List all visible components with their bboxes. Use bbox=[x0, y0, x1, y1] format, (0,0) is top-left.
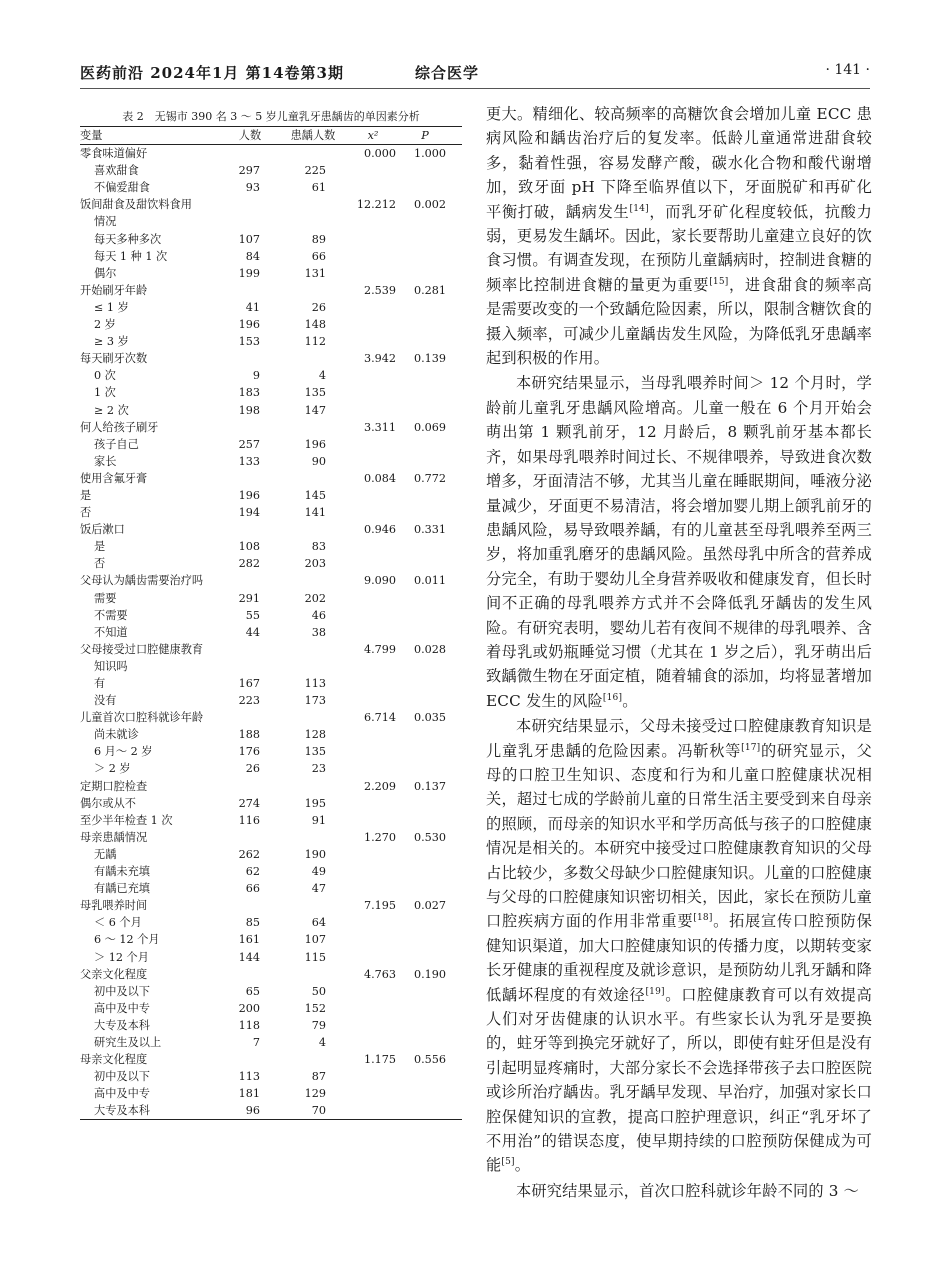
row-variable: 家长 bbox=[94, 454, 117, 468]
row-variable: 2 岁 bbox=[94, 318, 116, 332]
row-variable: 需要 bbox=[94, 591, 117, 605]
table-row bbox=[80, 778, 462, 795]
row-count: 262 bbox=[238, 847, 260, 861]
table-row bbox=[80, 504, 462, 521]
journal-info: 医药前沿 2024年1月 第14卷第3期 bbox=[80, 64, 344, 82]
row-p-value: 0.281 bbox=[413, 283, 446, 297]
row-variable: 母亲文化程度 bbox=[80, 1053, 148, 1067]
row-variable: 开始刷牙年龄 bbox=[80, 283, 148, 297]
row-caries-count: 148 bbox=[304, 318, 326, 332]
row-caries-count: 4 bbox=[318, 1035, 326, 1049]
row-chi-square: 1.270 bbox=[363, 830, 396, 844]
row-count: 297 bbox=[238, 164, 260, 178]
row-variable: 6 月～ 2 岁 bbox=[94, 745, 153, 759]
row-count: 167 bbox=[238, 677, 260, 690]
table-row bbox=[80, 162, 462, 179]
row-caries-count: 112 bbox=[304, 335, 326, 349]
table-row bbox=[80, 453, 462, 470]
row-variable: 饭间甜食及甜饮料食用 bbox=[80, 198, 192, 212]
row-count: 196 bbox=[238, 488, 260, 502]
header-divider bbox=[80, 88, 870, 89]
row-variable: 母乳喂养时间 bbox=[80, 899, 148, 913]
row-variable: 否 bbox=[94, 557, 106, 571]
row-caries-count: 66 bbox=[311, 249, 326, 263]
row-caries-count: 4 bbox=[318, 369, 326, 383]
row-caries-count: 173 bbox=[304, 694, 326, 708]
row-p-value: 1.000 bbox=[413, 147, 446, 161]
col-p-value: P bbox=[421, 129, 429, 142]
row-count: 116 bbox=[238, 813, 260, 827]
text-run: 本研究结果显示，首次口腔科就诊年龄不同的 3 ～ bbox=[516, 1181, 860, 1200]
table-row bbox=[80, 282, 462, 299]
row-caries-count: 79 bbox=[311, 1018, 326, 1032]
row-variable: 有龋已充填 bbox=[94, 882, 150, 896]
table-row bbox=[80, 436, 462, 453]
table-row bbox=[80, 145, 462, 162]
table-row bbox=[80, 1017, 462, 1034]
table-row bbox=[80, 572, 462, 589]
row-caries-count: 87 bbox=[311, 1070, 326, 1084]
row-variable: 何人给孩子刷牙 bbox=[80, 420, 159, 434]
table-row bbox=[80, 658, 462, 675]
table-row bbox=[80, 1085, 462, 1102]
col-variable: 变量 bbox=[80, 129, 103, 142]
table-row bbox=[80, 983, 462, 1000]
table-header-row bbox=[80, 127, 462, 144]
row-variable: ＜ 6 个月 bbox=[94, 916, 142, 930]
row-variable: 有 bbox=[94, 677, 106, 690]
row-variable: 偶尔或从不 bbox=[80, 796, 136, 810]
row-caries-count: 46 bbox=[311, 608, 326, 622]
row-caries-count: 70 bbox=[311, 1104, 326, 1118]
table-row bbox=[80, 590, 462, 607]
paragraph bbox=[486, 1179, 872, 1203]
row-variable: 父母认为龋齿需要治疗吗 bbox=[80, 574, 204, 588]
text-run: 。拓展宣传口腔预防保健知识渠道，加大口腔健康知识的传播力度，以期转变家长牙健康的重视程度及就诊意识，是预防幼儿乳牙龋和降低龋坏程度的有效途径 bbox=[486, 912, 873, 1004]
row-caries-count: 89 bbox=[311, 232, 326, 246]
row-caries-count: 64 bbox=[311, 916, 326, 930]
row-chi-square: 12.212 bbox=[356, 198, 396, 212]
row-chi-square: 2.539 bbox=[363, 283, 396, 297]
row-variable: 否 bbox=[80, 506, 92, 520]
col-count: 人数 bbox=[238, 129, 262, 142]
row-caries-count: 190 bbox=[304, 847, 326, 861]
row-variable: 每天 1 种 1 次 bbox=[94, 249, 168, 263]
row-count: 200 bbox=[238, 1001, 260, 1015]
row-variable: 不偏爱甜食 bbox=[94, 181, 150, 195]
row-count: 118 bbox=[238, 1018, 260, 1032]
row-count: 153 bbox=[238, 335, 260, 349]
table-row bbox=[80, 487, 462, 504]
text-run: 。口腔健康教育可以有效提高人们对牙齿健康的认识水平。有些家长认为乳牙是要换的，蛀牙等到换完牙就好了，所以，即使有蛀牙但是没有引起明显疼痛时，大部分家长不会选择带孩子去口腔医院或诊所治疗龋齿。乳牙龋早发现、早治疗，加强对家长口腔保健知识的宣教，提高口腔护理意识，纠正“乳牙坏了不用治”的错误态度，使早期持续的口腔预防保健成为可能 bbox=[486, 985, 873, 1175]
row-count: 188 bbox=[238, 728, 260, 742]
table-row bbox=[80, 726, 462, 743]
citation-ref: [14] bbox=[629, 203, 649, 214]
table-row bbox=[80, 692, 462, 709]
row-count: 65 bbox=[245, 984, 260, 998]
table-row bbox=[80, 966, 462, 983]
row-caries-count: 131 bbox=[304, 266, 326, 280]
row-p-value: 0.002 bbox=[413, 198, 446, 212]
row-count: 199 bbox=[238, 266, 260, 280]
row-variable: 初中及以下 bbox=[94, 984, 150, 998]
table-row bbox=[80, 419, 462, 436]
row-variable: 没有 bbox=[94, 694, 117, 708]
row-caries-count: 196 bbox=[304, 437, 326, 451]
row-count: 282 bbox=[238, 557, 260, 571]
row-caries-count: 115 bbox=[304, 950, 326, 964]
row-variable: 有龋未充填 bbox=[94, 865, 150, 879]
table-row bbox=[80, 760, 462, 777]
row-p-value: 0.530 bbox=[413, 830, 446, 844]
row-count: 223 bbox=[238, 694, 260, 708]
row-count: 55 bbox=[245, 608, 260, 622]
row-count: 181 bbox=[238, 1087, 260, 1101]
row-count: 183 bbox=[238, 386, 260, 400]
table-row bbox=[80, 897, 462, 914]
row-chi-square: 4.799 bbox=[363, 642, 396, 656]
row-variable: 至少半年检查 1 次 bbox=[80, 813, 173, 827]
table-row bbox=[80, 196, 462, 213]
table-row bbox=[80, 1051, 462, 1068]
row-count: 176 bbox=[238, 745, 260, 759]
row-caries-count: 203 bbox=[304, 557, 326, 571]
table-row bbox=[80, 949, 462, 966]
text-run: ，而乳牙矿化程度较低，抗酸力弱，更易发生龋坏。因此，家长要帮助儿童建立良好的饮食习惯。有调查发现，在预防儿童龋病时，控制进食糖的频率比控制进食糖的量更为重要 bbox=[486, 202, 872, 294]
row-caries-count: 107 bbox=[304, 933, 326, 947]
row-count: 113 bbox=[238, 1070, 260, 1084]
col-caries-count: 患龋人数 bbox=[290, 129, 336, 142]
row-p-value: 0.772 bbox=[413, 471, 446, 485]
row-count: 144 bbox=[238, 950, 260, 964]
row-variable: ≥ 2 次 bbox=[94, 403, 129, 417]
text-run: ，进食甜食的频率高是需要改变的一个致龋危险因素，所以，限制含糖饮食的摄入频率，可减少儿童龋齿发生风险，为降低乳牙患龋率起到积极的作用。 bbox=[486, 275, 872, 368]
row-caries-count: 49 bbox=[311, 865, 326, 879]
row-count: 96 bbox=[245, 1104, 260, 1118]
table-bottom-rule bbox=[80, 1119, 462, 1120]
row-variable: 知识吗 bbox=[94, 659, 128, 673]
row-p-value: 0.011 bbox=[413, 574, 446, 588]
row-chi-square: 9.090 bbox=[363, 574, 396, 588]
row-caries-count: 91 bbox=[311, 813, 326, 827]
row-caries-count: 135 bbox=[304, 386, 326, 400]
row-count: 198 bbox=[238, 403, 260, 417]
table-row bbox=[80, 265, 462, 282]
row-chi-square: 0.946 bbox=[363, 523, 396, 537]
row-caries-count: 128 bbox=[304, 728, 326, 742]
row-variable: 饭后漱口 bbox=[80, 523, 125, 537]
row-chi-square: 3.311 bbox=[363, 420, 396, 434]
table-row bbox=[80, 538, 462, 555]
table-row bbox=[80, 607, 462, 624]
section-title: 综合医学 bbox=[415, 64, 480, 82]
paragraph bbox=[486, 102, 872, 370]
row-count: 66 bbox=[245, 882, 260, 896]
table-row bbox=[80, 179, 462, 196]
row-count: 274 bbox=[238, 796, 260, 810]
row-count: 62 bbox=[245, 865, 260, 879]
table-row bbox=[80, 812, 462, 829]
table-row bbox=[80, 384, 462, 401]
row-caries-count: 83 bbox=[311, 540, 326, 554]
table-row bbox=[80, 931, 462, 948]
citation-ref: [18] bbox=[693, 913, 713, 924]
row-caries-count: 225 bbox=[304, 164, 326, 178]
row-caries-count: 61 bbox=[311, 181, 326, 195]
row-p-value: 0.331 bbox=[413, 523, 446, 537]
table-caption: 表 2 无锡市 390 名 3 ～ 5 岁儿童乳牙患龋齿的单因素分析 bbox=[122, 110, 420, 123]
row-count: 133 bbox=[238, 454, 260, 468]
col-chi-square: x² bbox=[367, 129, 379, 142]
row-count: 161 bbox=[238, 933, 260, 947]
citation-ref: [5] bbox=[501, 1157, 515, 1168]
text-run: 。 bbox=[622, 691, 638, 710]
row-count: 196 bbox=[238, 318, 260, 332]
table-row bbox=[80, 880, 462, 897]
row-variable: ＞ 2 岁 bbox=[94, 762, 131, 776]
row-chi-square: 1.175 bbox=[363, 1053, 396, 1067]
row-count: 291 bbox=[238, 591, 260, 605]
paragraph bbox=[486, 371, 872, 713]
table-row bbox=[80, 795, 462, 812]
table-row bbox=[80, 1034, 462, 1051]
table-row bbox=[80, 829, 462, 846]
row-variable: 定期口腔检查 bbox=[80, 779, 148, 793]
row-variable: 6 ～ 12 个月 bbox=[94, 933, 160, 947]
table-row bbox=[80, 709, 462, 726]
row-count: 41 bbox=[245, 300, 260, 314]
table-row bbox=[80, 863, 462, 880]
citation-ref: [19] bbox=[645, 986, 665, 997]
row-variable: 父母接受过口腔健康教育 bbox=[80, 642, 204, 656]
row-variable: 零食味道偏好 bbox=[80, 147, 148, 161]
row-count: 257 bbox=[238, 437, 260, 451]
citation-ref: [16] bbox=[602, 692, 623, 703]
table-row bbox=[80, 316, 462, 333]
row-variable: 大专及本科 bbox=[94, 1104, 150, 1118]
table-row bbox=[80, 299, 462, 316]
row-variable: 儿童首次口腔科就诊年龄 bbox=[80, 711, 204, 725]
row-p-value: 0.027 bbox=[413, 899, 446, 913]
row-count: 93 bbox=[245, 181, 260, 195]
table-row bbox=[80, 641, 462, 658]
table-row bbox=[80, 743, 462, 760]
text-run: 。 bbox=[514, 1156, 531, 1175]
row-p-value: 0.556 bbox=[413, 1053, 446, 1067]
row-caries-count: 38 bbox=[311, 625, 326, 639]
row-variable: 使用含氟牙膏 bbox=[80, 471, 148, 485]
row-variable: 初中及以下 bbox=[94, 1070, 150, 1084]
row-variable: 偶尔 bbox=[94, 266, 117, 280]
row-variable: 0 次 bbox=[94, 369, 116, 383]
row-caries-count: 47 bbox=[311, 882, 326, 896]
row-count: 9 bbox=[252, 369, 260, 383]
row-caries-count: 26 bbox=[311, 300, 326, 314]
page-header bbox=[80, 62, 870, 88]
row-caries-count: 23 bbox=[311, 762, 326, 776]
row-caries-count: 50 bbox=[311, 984, 326, 998]
row-p-value: 0.028 bbox=[413, 642, 446, 656]
row-chi-square: 2.209 bbox=[363, 779, 396, 793]
row-variable: ≤ 1 岁 bbox=[94, 300, 129, 314]
row-count: 85 bbox=[245, 916, 260, 930]
row-p-value: 0.139 bbox=[413, 352, 446, 366]
row-variable: 是 bbox=[80, 488, 92, 502]
row-caries-count: 90 bbox=[311, 454, 326, 468]
row-variable: 高中及中专 bbox=[94, 1087, 150, 1101]
table-row bbox=[80, 1068, 462, 1085]
row-variable: 情况 bbox=[94, 215, 117, 229]
row-chi-square: 0.000 bbox=[363, 147, 396, 161]
row-count: 7 bbox=[252, 1035, 260, 1049]
row-variable: 研究生及以上 bbox=[94, 1035, 162, 1049]
row-caries-count: 152 bbox=[304, 1001, 326, 1015]
table-row bbox=[80, 367, 462, 384]
table-row bbox=[80, 846, 462, 863]
row-caries-count: 141 bbox=[304, 506, 326, 520]
citation-ref: [17] bbox=[741, 742, 761, 753]
table-row bbox=[80, 350, 462, 367]
row-count: 84 bbox=[245, 249, 260, 263]
table-row bbox=[80, 521, 462, 538]
table-row bbox=[80, 333, 462, 350]
row-count: 194 bbox=[238, 506, 260, 520]
row-variable: ＞ 12 个月 bbox=[94, 950, 149, 964]
row-variable: 不知道 bbox=[94, 625, 128, 639]
table-row bbox=[80, 555, 462, 572]
row-p-value: 0.190 bbox=[413, 967, 446, 981]
row-caries-count: 202 bbox=[304, 591, 326, 605]
row-variable: 不需要 bbox=[94, 608, 128, 622]
row-variable: 尚未就诊 bbox=[94, 728, 139, 742]
row-caries-count: 113 bbox=[304, 677, 326, 690]
text-run: 更大。精细化、较高频率的高糖饮食会增加儿童 ECC 患病风险和龋齿治疗后的复发率。低龄儿童通常进甜食较多，黏着性强，容易发酵产酸，碳水化合物和酸代谢增加，致牙面 pH 下降至临界值以下，牙面脱矿和再矿化平衡打破，龋病发生 bbox=[486, 105, 872, 221]
row-caries-count: 135 bbox=[304, 745, 326, 759]
paragraph bbox=[486, 714, 872, 1178]
table-row bbox=[80, 231, 462, 248]
row-caries-count: 129 bbox=[304, 1087, 326, 1101]
row-chi-square: 6.714 bbox=[363, 711, 396, 725]
table-row bbox=[80, 675, 462, 692]
row-variable: 母亲患龋情况 bbox=[80, 830, 148, 844]
row-chi-square: 3.942 bbox=[363, 352, 396, 366]
row-caries-count: 145 bbox=[304, 488, 326, 502]
article-body bbox=[486, 102, 872, 1203]
row-p-value: 0.069 bbox=[413, 420, 446, 434]
row-variable: 1 次 bbox=[94, 386, 116, 400]
row-variable: 孩子自己 bbox=[94, 437, 139, 451]
row-p-value: 0.137 bbox=[413, 779, 446, 793]
table-row bbox=[80, 624, 462, 641]
citation-ref: [15] bbox=[709, 276, 729, 287]
table-row bbox=[80, 213, 462, 230]
table-row bbox=[80, 1000, 462, 1017]
row-count: 26 bbox=[245, 762, 260, 776]
row-variable: 无龋 bbox=[94, 847, 117, 861]
row-variable: 每天多种多次 bbox=[94, 232, 162, 246]
row-variable: 喜欢甜食 bbox=[94, 164, 139, 178]
row-count: 108 bbox=[238, 540, 260, 554]
table-body bbox=[80, 145, 462, 1119]
row-variable: 高中及中专 bbox=[94, 1001, 150, 1015]
text-run: 本研究结果显示，当母乳喂养时间＞ 12 个月时，学龄前儿童乳牙患龋风险增高。儿童一般在 6 个月开始会萌出第 1 颗乳前牙，12 月龄后，8 颗乳前牙基本都长齐，如果母乳喂养时间过长、不规律喂养，导致进食次数增多，牙面清洁不够，尤其当儿童在睡眠期间，唾液分泌量减少，牙面更不易清洁，将会增加婴儿期上颌乳前牙的患龋风险，易导致喂养龋，有的儿童甚至母乳喂养至两三岁，将加重乳磨牙的患龋风险。虽然母乳中所含的营养成分完全，有助于婴幼儿全身营养吸收和健康发育，但长时间不正确的母乳喂养方式并不会降低乳牙龋齿的发生风险。有研究表明，婴幼儿若有夜间不规律的母乳喂养、含着母乳或奶瓶睡觉习惯（尤其在 1 岁之后），乳牙萌出后致龋微生物在牙面定植，随着辅食的添加，均将显著增加 ECC 发生的风险 bbox=[486, 374, 872, 710]
table-row bbox=[80, 1102, 462, 1119]
table-row bbox=[80, 914, 462, 931]
row-caries-count: 147 bbox=[304, 403, 326, 417]
table-row bbox=[80, 470, 462, 487]
row-caries-count: 195 bbox=[304, 796, 326, 810]
row-variable: ≥ 3 岁 bbox=[94, 335, 129, 349]
page-number: · 141 · bbox=[825, 62, 870, 78]
row-chi-square: 4.763 bbox=[363, 967, 396, 981]
row-variable: 是 bbox=[94, 540, 106, 554]
row-variable: 每天刷牙次数 bbox=[80, 352, 148, 366]
table-row bbox=[80, 402, 462, 419]
table-row bbox=[80, 248, 462, 265]
row-count: 107 bbox=[238, 232, 260, 246]
row-chi-square: 0.084 bbox=[363, 471, 396, 485]
text-run: 的研究显示，父母的口腔卫生知识、态度和行为和儿童口腔健康状况相关，超过七成的学龄前儿童的日常生活主要受到来自母亲的照顾，而母亲的知识水平和学历高低与孩子的口腔健康情况是相关的。本研究中接受过口腔健康教育知识的父母占比较少，多数父母缺少口腔健康知识。儿童的口腔健康与父母的口腔健康知识密切相关，因此，家长在预防儿童口腔疾病方面的作用非常重要 bbox=[486, 741, 872, 931]
text-run: 本研究结果显示，父母未接受过口腔健康教育知识是儿童乳牙患龋的危险因素。冯靳秋等 bbox=[486, 717, 872, 760]
row-variable: 父亲文化程度 bbox=[80, 967, 148, 981]
table-2 bbox=[80, 108, 462, 1120]
row-chi-square: 7.195 bbox=[363, 899, 396, 913]
row-count: 44 bbox=[245, 625, 260, 639]
row-variable: 大专及本科 bbox=[94, 1018, 150, 1032]
row-p-value: 0.035 bbox=[413, 711, 446, 725]
